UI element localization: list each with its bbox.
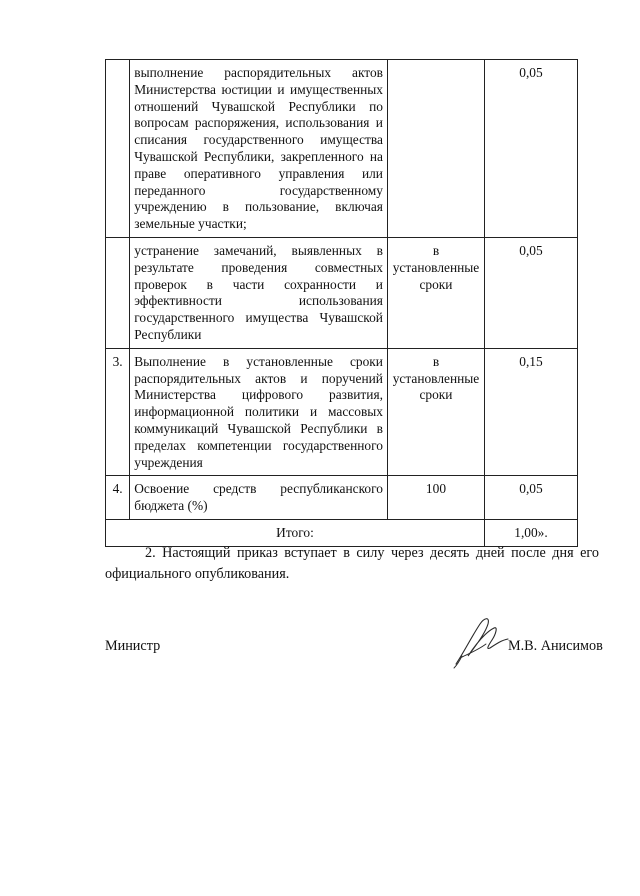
row-description: выполнение распорядительных актов Министерства юстиции и имущественных отношений Чувашской Республики по вопросам распоряжения, использования и списания государственного имущества Чувашской Республики, закрепленного на праве оперативного управления или переданного государственному учреждению в пользование, включая земельные участки; [130,60,388,238]
row-weight: 0,05 [484,237,577,348]
row-description: Освоение средств республиканского бюджета (%) [130,476,388,520]
total-label: Итого: [106,519,485,546]
row-number: 4. [106,476,130,520]
effective-date-paragraph: 2. Настоящий приказ вступает в силу через десять дней после дня его официального опубликования. [105,545,599,582]
row-number [106,60,130,238]
handwritten-signature [450,614,512,670]
signer-name: М.В. Анисимов [508,638,603,654]
row-weight: 0,05 [484,476,577,520]
row-number [106,237,130,348]
signer-position: Министр [105,638,161,654]
row-weight: 0,15 [484,348,577,476]
row-description: устранение замечаний, выявленных в результате проведения совместных проверок в части сохранности и эффективности использования государственного имущества Чувашской Республики [130,237,388,348]
criteria-table [105,59,578,547]
row-value: 100 [387,476,484,520]
row-value: в установленные сроки [387,237,484,348]
row-number: 3. [106,348,130,476]
table-row [106,237,578,348]
row-weight: 0,05 [484,60,577,238]
total-value: 1,00». [484,519,577,546]
row-value: в установленные сроки [387,348,484,476]
table-row [106,60,578,238]
table-row [106,348,578,476]
row-value [387,60,484,238]
table-row [106,476,578,520]
row-description: Выполнение в установленные сроки распорядительных актов и поручений Министерства цифрового развития, информационной политики и массовых коммуникаций Чувашской Республики в пределах компетенции государственного учреждения [130,348,388,476]
